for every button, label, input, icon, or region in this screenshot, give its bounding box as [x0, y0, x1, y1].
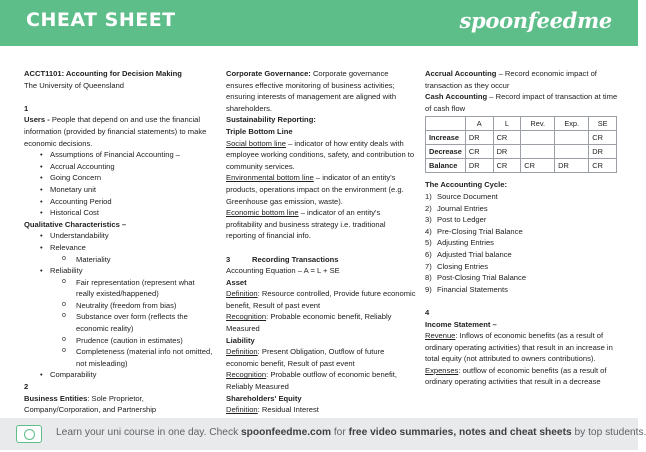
- liability-definition: [226, 346, 416, 369]
- income-statement-label: Income Statement –: [425, 319, 497, 329]
- social-bottom-line-text: – indicator of how entity deals with employee working conditions, safety, and contribution to community services.: [226, 138, 415, 171]
- table-row-header: Decrease: [426, 145, 466, 159]
- corporate-governance-paragraph: [226, 68, 416, 114]
- table-cell: CR: [589, 159, 617, 173]
- debit-credit-table: [425, 116, 617, 173]
- users-paragraph: [24, 114, 214, 149]
- definition-text: : Residual Interest: [257, 405, 319, 415]
- economic-bottom-line-label: Economic bottom line: [226, 208, 299, 218]
- list-item: 2) Journal Entries: [425, 203, 488, 213]
- table-header-cell: SE: [589, 117, 617, 131]
- list-item: 5) Adjusting Entries: [425, 238, 494, 248]
- expenses-text: : outflow of economic benefits (as a result of ordinary operating activities that result in a decrease: [425, 365, 607, 387]
- revenue-label: Revenue: [425, 331, 456, 341]
- table-row: [426, 131, 617, 145]
- social-bottom-line-paragraph: [226, 138, 416, 173]
- recognition-text: : Probable outflow of economic benefit, Reliably Measured: [226, 370, 397, 392]
- header-bar: [0, 0, 638, 46]
- list-item: • Comparability: [40, 369, 214, 381]
- accounting-equation: Accounting Equation – A = L + SE: [226, 266, 340, 276]
- column-3: [425, 68, 620, 388]
- section-3-heading: [226, 254, 416, 266]
- social-bottom-line-label: Social bottom line: [226, 138, 286, 148]
- expenses-label: Expenses: [425, 365, 459, 375]
- reliability-sublist: [24, 277, 214, 370]
- table-header-cell: L: [493, 117, 521, 131]
- table-header-row: [426, 117, 617, 131]
- table-cell: CR: [465, 145, 493, 159]
- users-label: Users -: [24, 115, 52, 125]
- list-item: 7) Closing Entries: [425, 261, 489, 271]
- table-header-cell: Rev.: [521, 117, 555, 131]
- table-cell: [521, 145, 555, 159]
- list-item: • Historical Cost: [40, 207, 214, 219]
- list-item: o Substance over form (reflects the economic reality): [62, 311, 214, 334]
- accounting-cycle-list: [425, 191, 620, 295]
- table-cell: [555, 145, 589, 159]
- section-3-title: Recording Transactions: [252, 254, 339, 264]
- recognition-label: Recognition: [226, 312, 267, 322]
- assumptions-list: [24, 149, 214, 219]
- definition-label: Definition: [226, 289, 258, 299]
- business-entities-label: Business Entities: [24, 393, 88, 403]
- table-row: [426, 145, 617, 159]
- economic-bottom-line-paragraph: [226, 207, 416, 242]
- list-item: • Accounting Period: [40, 196, 214, 208]
- table-cell: CR: [589, 131, 617, 145]
- list-item: • Understandability: [40, 230, 214, 242]
- business-entities-paragraph: [24, 393, 214, 416]
- list-item: • Monetary unit: [40, 184, 214, 196]
- recognition-label: Recognition: [226, 370, 267, 380]
- business-entities-text: : Sole Proprietor, Company/Corporation, and Partnership: [24, 393, 157, 415]
- list-item: 4) Pre-Closing Trial Balance: [425, 226, 523, 236]
- list-item: • Relevance: [40, 242, 214, 254]
- shareholders-equity-definition: [226, 404, 416, 416]
- table-row-header: Increase: [426, 131, 466, 145]
- accrual-accounting-paragraph: [425, 68, 620, 91]
- asset-label: Asset: [226, 277, 247, 287]
- corporate-governance-text: Corporate governance ensures effective monitoring of business activities; ensuring interests of management are aligned with shareholders.: [226, 69, 397, 113]
- column-1: [24, 68, 214, 416]
- table-cell: DR: [465, 159, 493, 173]
- list-item: o Prudence (caution in estimates): [62, 335, 214, 347]
- corporate-governance-label: Corporate Governance:: [226, 69, 311, 78]
- revenue-text: : Inflows of economic benefits (as a result of ordinary operating activities) that result in an increase in total equity (not attributed to owners contributions).: [425, 331, 613, 364]
- environmental-bottom-line-paragraph: [226, 172, 416, 207]
- list-item: o Materiality: [62, 254, 214, 266]
- list-item: • Reliability: [40, 265, 214, 277]
- table-cell: [521, 131, 555, 145]
- section-number-2: 2: [24, 382, 29, 392]
- page-title: CHEAT SHEET: [26, 9, 176, 31]
- brand-logo[interactable]: spoonfeedme: [459, 8, 612, 33]
- qualitative-characteristics-label: Qualitative Characteristics –: [24, 219, 127, 229]
- table-row: [426, 159, 617, 173]
- list-item: o Fair representation (represent what really existed/happened): [62, 277, 214, 300]
- users-text: People that depend on and use the financial information (provided by financial statements) to make economic decisions.: [24, 115, 207, 148]
- shareholders-equity-label: Shareholders' Equity: [226, 393, 302, 403]
- definition-text: : Resource controlled, Provide future economic benefit, Result of past event: [226, 289, 416, 310]
- university-name: The University of Queensland: [24, 80, 125, 90]
- table-cell: DR: [493, 145, 521, 159]
- asset-definition: [226, 288, 416, 311]
- list-item: • Assumptions of Financial Accounting –: [40, 149, 214, 161]
- cash-accounting-text: – Record impact of transaction at time of cash flow: [425, 92, 618, 113]
- table-row-header: Balance: [426, 159, 466, 173]
- table-cell: CR: [521, 159, 555, 173]
- table-cell: DR: [465, 131, 493, 145]
- sustainability-reporting-label: Sustainability Reporting:: [226, 115, 316, 125]
- footer-bar: [0, 418, 646, 450]
- definition-label: Definition: [226, 347, 258, 357]
- table-cell: [555, 131, 589, 145]
- list-item: o Neutrality (freedom from bias): [62, 300, 214, 312]
- table-header-cell: Exp.: [555, 117, 589, 131]
- triple-bottom-line-label: Triple Bottom Line: [226, 126, 293, 136]
- list-item: o Completeness (material info not omitted, not misleading): [62, 346, 214, 369]
- qualitative-list: [24, 230, 214, 253]
- list-item: 9) Financial Statements: [425, 284, 508, 294]
- definition-text: : Present Obligation, Outflow of future economic benefit, Result of past event: [226, 347, 385, 368]
- footer-site-link[interactable]: spoonfeedme.com: [241, 427, 332, 438]
- table-cell: DR: [555, 159, 589, 173]
- table-cell: DR: [589, 145, 617, 159]
- economic-bottom-line-text: – indicator of an entity's profitability and business strategy i.e. traditional reporting of financial info.: [226, 208, 386, 241]
- table-cell: CR: [493, 159, 521, 173]
- section-number-1: 1: [24, 103, 29, 113]
- liability-label: Liability: [226, 335, 255, 345]
- revenue-paragraph: [425, 330, 620, 365]
- environmental-bottom-line-label: Environmental bottom line: [226, 173, 314, 183]
- list-item: 6) Adjusted Trial balance: [425, 249, 512, 259]
- list-item: • Accrual Accounting: [40, 161, 214, 173]
- accrual-accounting-label: Accrual Accounting: [425, 69, 497, 78]
- table-header-cell: A: [465, 117, 493, 131]
- list-item: • Going Concern: [40, 172, 214, 184]
- expenses-paragraph: [425, 365, 620, 388]
- list-item: 8) Post-Closing Trial Balance: [425, 273, 527, 283]
- liability-recognition: [226, 369, 416, 392]
- list-item: 1) Source Document: [425, 191, 498, 201]
- recognition-text: : Probable economic benefit, Reliably Measured: [226, 312, 392, 334]
- cash-accounting-label: Cash Accounting: [425, 92, 488, 102]
- column-2: [226, 68, 416, 416]
- accrual-accounting-text: – Record economic impact of transaction as they occur: [425, 69, 597, 90]
- comparability-list: [24, 369, 214, 381]
- relevance-sublist: [24, 254, 214, 266]
- accounting-cycle-title: The Accounting Cycle:: [425, 180, 507, 190]
- cash-accounting-paragraph: [425, 91, 620, 114]
- table-cell: CR: [493, 131, 521, 145]
- list-item: 3) Post to Ledger: [425, 215, 487, 225]
- table-header-cell: [426, 117, 466, 131]
- section-number-3: 3: [226, 254, 231, 264]
- definition-label: Definition: [226, 405, 258, 415]
- reliability-list: [24, 265, 214, 277]
- section-number-4: 4: [425, 307, 430, 317]
- video-camera-icon: [16, 425, 42, 443]
- asset-recognition: [226, 311, 416, 334]
- footer-promo-text: Learn your uni course in one day. Check spoonfeedme.com for free video summaries, notes and cheat sheets by top students.: [56, 427, 646, 438]
- course-title: ACCT1101: Accounting for Decision Making: [24, 69, 182, 78]
- environmental-bottom-line-text: – indicator of an entity's products, operations impact on the environment (e.g. Greenhouse gas emission, waste).: [226, 173, 404, 206]
